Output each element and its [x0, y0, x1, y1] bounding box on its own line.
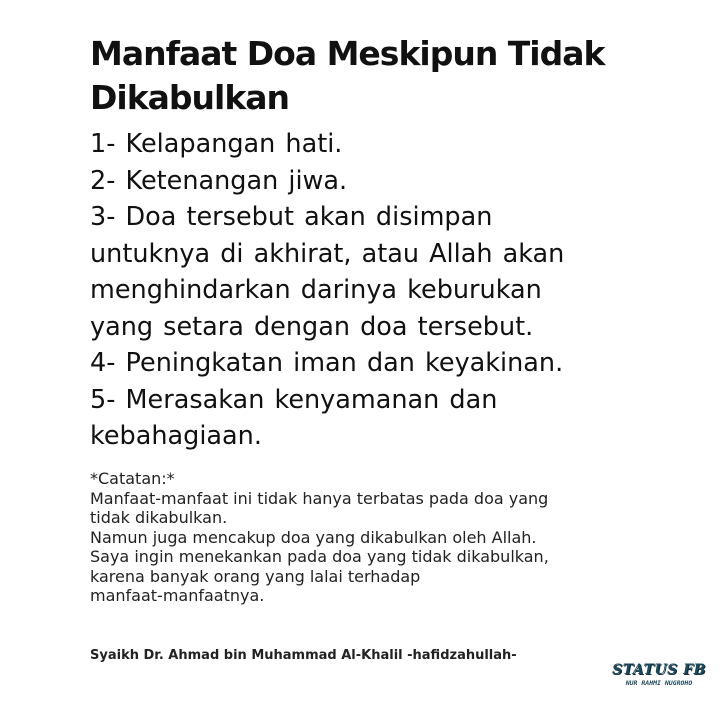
list-item: 3- Doa tersebut akan disimpan [90, 202, 493, 232]
list-item: menghindarkan darinya keburukan [90, 275, 542, 305]
title-line-2: Dikabulkan [90, 78, 290, 117]
logo-sub-text: NUR RAHMI NUGROHO [625, 679, 693, 687]
note-block [90, 469, 650, 606]
note-line: karena banyak orang yang lalai terhadap [90, 566, 421, 586]
list-item: 1- Kelapangan hati. [90, 129, 343, 159]
title-line-1: Manfaat Doa Meskipun Tidak [90, 34, 605, 73]
note-line: Manfaat-manfaat ini tidak hanya terbatas pada doa yang [90, 488, 549, 508]
note-heading: *Catatan:* [90, 469, 175, 488]
attribution: Syaikh Dr. Ahmad bin Muhammad Al-Khalil -hafidzahullah- [90, 648, 517, 663]
list-item: 4- Peningkatan iman dan keyakinan. [90, 348, 564, 378]
note-line: Namun juga mencakup doa yang dikabulkan oleh Allah. [90, 527, 537, 547]
note-line: Saya ingin menekankan pada doa yang tidak dikabulkan, [90, 547, 549, 566]
list-item: yang setara dengan doa tersebut. [90, 311, 534, 342]
list-item: 5- Merasakan kenyamanan dan [90, 384, 498, 415]
status-fb-logo [600, 661, 718, 701]
list-item: kebahagiaan. [90, 421, 262, 451]
list-item: untuknya di akhirat, atau Allah akan [90, 238, 565, 269]
note-line: tidak dikabulkan. [90, 508, 228, 527]
list-item: 2- Ketenangan jiwa. [90, 165, 348, 196]
logo-main-text: STATUS FB [612, 662, 706, 678]
benefit-list [90, 126, 690, 455]
note-line: manfaat-manfaatnya. [90, 586, 265, 605]
page-title [90, 32, 650, 120]
